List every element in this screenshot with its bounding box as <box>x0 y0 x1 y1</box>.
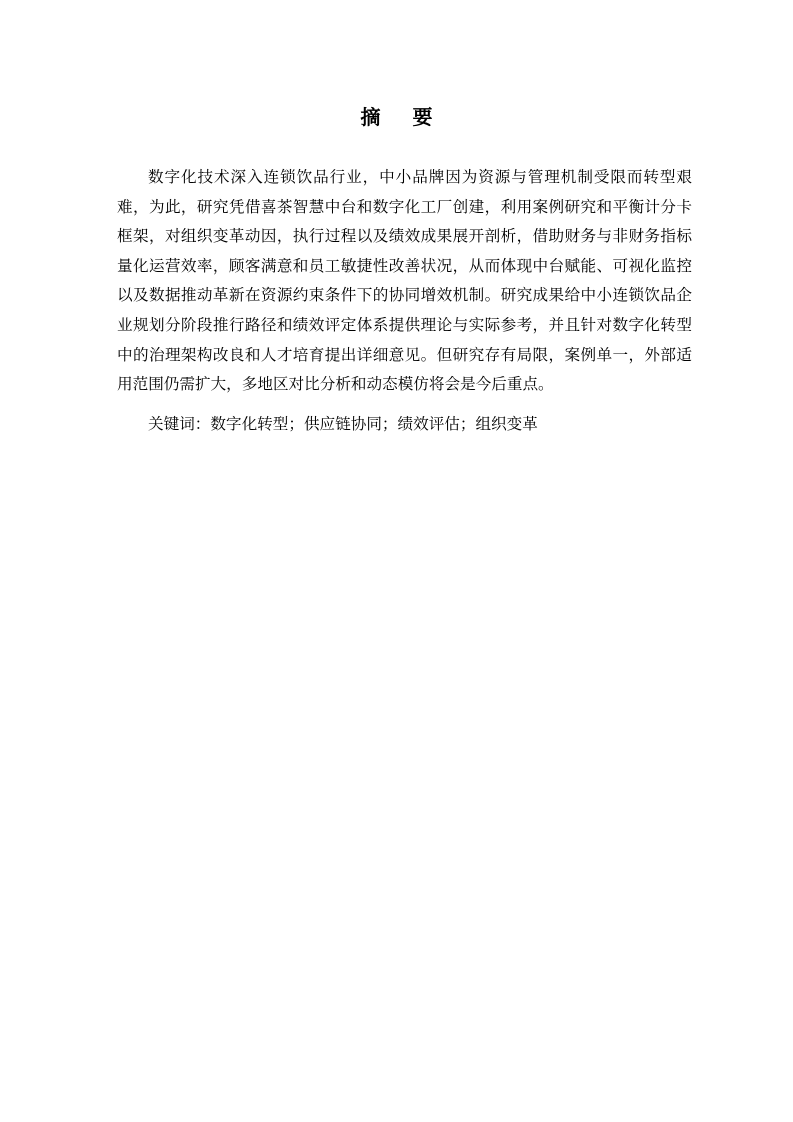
abstract-title <box>0 103 793 131</box>
keywords-label: 关键词： <box>148 415 211 433</box>
title-char-1: 摘 <box>360 105 381 129</box>
keywords-line <box>117 410 692 440</box>
keywords-list: 数字化转型；供应链协同；绩效评估；组织变革 <box>210 415 538 433</box>
abstract-body: 数字化技术深入连锁饮品行业，中小品牌因为资源与管理机制受限而转型艰难，为此，研究凭借喜茶智慧中台和数字化工厂创建，利用案例研究和平衡计分卡框架，对组织变革动因，执行过程以及绩效成果展开剖析，借助财务与非财务指标量化运营效率，顾客满意和员工敏捷性改善状况，从而体现中台赋能、可视化监控以及数据推动革新在资源约束条件下的协同增效机制。研究成果给中小连锁饮品企业规划分阶段推行路径和绩效评定体系提供理论与实际参考，并且针对数字化转型中的治理架构改良和人才培育提出详细意见。但研究存有局限，案例单一，外部适用范围仍需扩大，多地区对比分析和动态模仿将会是今后重点。 <box>117 168 692 394</box>
title-char-2: 要 <box>412 105 433 129</box>
